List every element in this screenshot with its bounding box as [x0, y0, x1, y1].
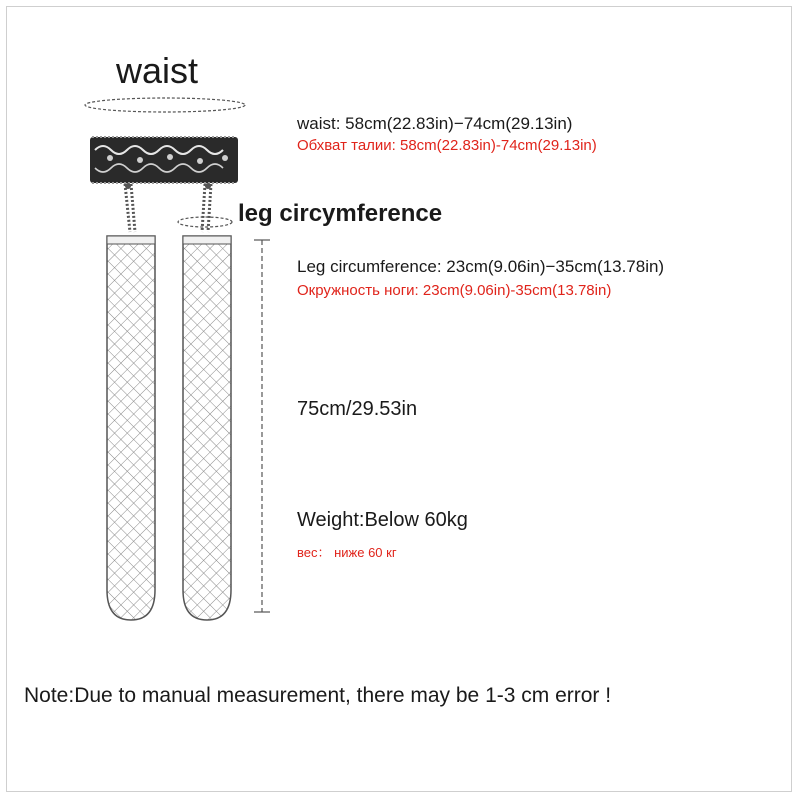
leg-size-english: Leg circumference: 23cm(9.06in)−35cm(13.78in)	[297, 257, 665, 276]
garter-straps	[125, 184, 211, 232]
weight-english: Weight:Below 60kg	[297, 509, 468, 531]
stocking-length: 75cm/29.53in	[297, 398, 418, 420]
waist-measure-ellipse	[85, 98, 245, 112]
leg-circumference-label: leg circymference	[238, 200, 443, 227]
waist-label: waist	[116, 50, 199, 91]
lace-waistband	[90, 137, 238, 183]
leg-measure-ellipse	[178, 217, 232, 227]
measurement-note: Note:Due to manual measurement, there may be 1-3 cm error !	[24, 684, 612, 707]
waist-size-english: waist: 58cm(22.83in)−74cm(29.13in)	[297, 114, 573, 133]
leg-size-russian: Окружность ноги: 23cm(9.06in)-35cm(13.78in)	[297, 282, 612, 299]
weight-russian: вес： ниже 60 кг	[297, 545, 397, 560]
left-stocking	[107, 236, 155, 620]
length-measure-line	[254, 240, 270, 612]
waist-size-russian: Обхват талии: 58cm(22.83in)-74cm(29.13in)	[297, 137, 597, 154]
right-stocking	[183, 236, 231, 620]
